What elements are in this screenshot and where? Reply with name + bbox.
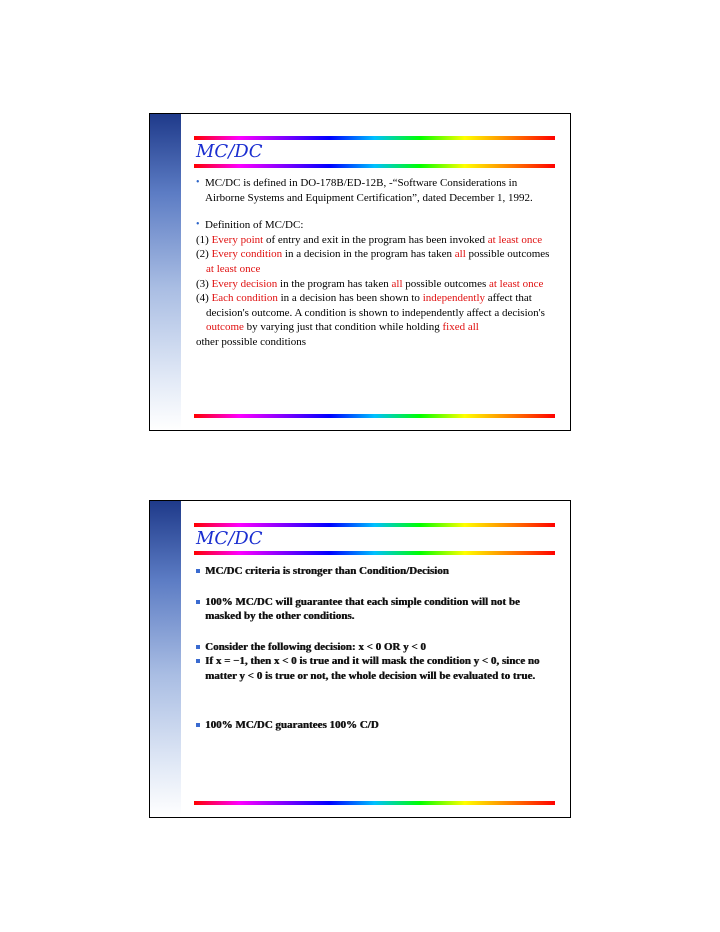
bullet-consider-decision: Consider the following decision: x < 0 OR y < 0 bbox=[196, 640, 551, 655]
rainbow-divider-top bbox=[194, 523, 555, 527]
bullet-icon bbox=[196, 569, 200, 573]
slide-body bbox=[196, 564, 551, 732]
bullet-icon bbox=[196, 659, 200, 663]
bullet-masking-example: If x = −1, then x < 0 is true and it will mask the condition y < 0, since no matter y < 0 is true or not, the whole decision will be evaluated to true. bbox=[196, 654, 551, 683]
bullet-icon bbox=[196, 723, 200, 727]
bullet-cd-guarantee: 100% MC/DC guarantees 100% C/D bbox=[196, 718, 551, 733]
definition-tail: other possible conditions bbox=[196, 335, 306, 348]
slide-title: MC/DC bbox=[196, 141, 263, 162]
slide-sidebar-gradient bbox=[150, 114, 181, 430]
rainbow-divider-top bbox=[194, 136, 555, 140]
bullet-icon: • bbox=[196, 219, 200, 231]
rainbow-divider-bottom bbox=[194, 414, 555, 418]
definition-item-2: (2) Every condition in a decision in the program has taken all possible outcomes at least once bbox=[196, 248, 550, 275]
slide-title: MC/DC bbox=[196, 528, 263, 549]
definition-item-1: (1) Every point of entry and exit in the program has been invoked at least once bbox=[196, 233, 543, 246]
bullet-stronger: MC/DC criteria is stronger than Condition/Decision bbox=[196, 564, 551, 579]
slide-1 bbox=[149, 113, 571, 431]
rainbow-divider-under-title bbox=[194, 164, 555, 168]
rainbow-divider-under-title bbox=[194, 551, 555, 555]
definition-item-4: (4) Each condition in a decision has been shown to independently affect that decision's outcome. A condition is shown to independently affect a decision's outcome by varying just that condition while holding fixed all bbox=[196, 292, 545, 334]
bullet-icon bbox=[196, 645, 200, 649]
slide-sidebar-gradient bbox=[150, 501, 181, 817]
rainbow-divider-bottom bbox=[194, 801, 555, 805]
bullet-definition-heading: • Definition of MC/DC: bbox=[196, 219, 304, 232]
definition-item-3: (3) Every decision in the program has taken all possible outcomes at least once bbox=[196, 277, 544, 290]
bullet-definition-source: • MC/DC is defined in DO-178B/ED-12B, -“Software Considerations in Airborne Systems and Equipment Certification”, dated December 1, 1992. bbox=[196, 177, 533, 204]
bullet-guarantee-masking: 100% MC/DC will guarantee that each simple condition will not be masked by the other conditions. bbox=[196, 595, 551, 624]
bullet-icon bbox=[196, 600, 200, 604]
slide-2 bbox=[149, 500, 571, 818]
bullet-icon: • bbox=[196, 177, 200, 188]
slide-body bbox=[196, 176, 551, 350]
